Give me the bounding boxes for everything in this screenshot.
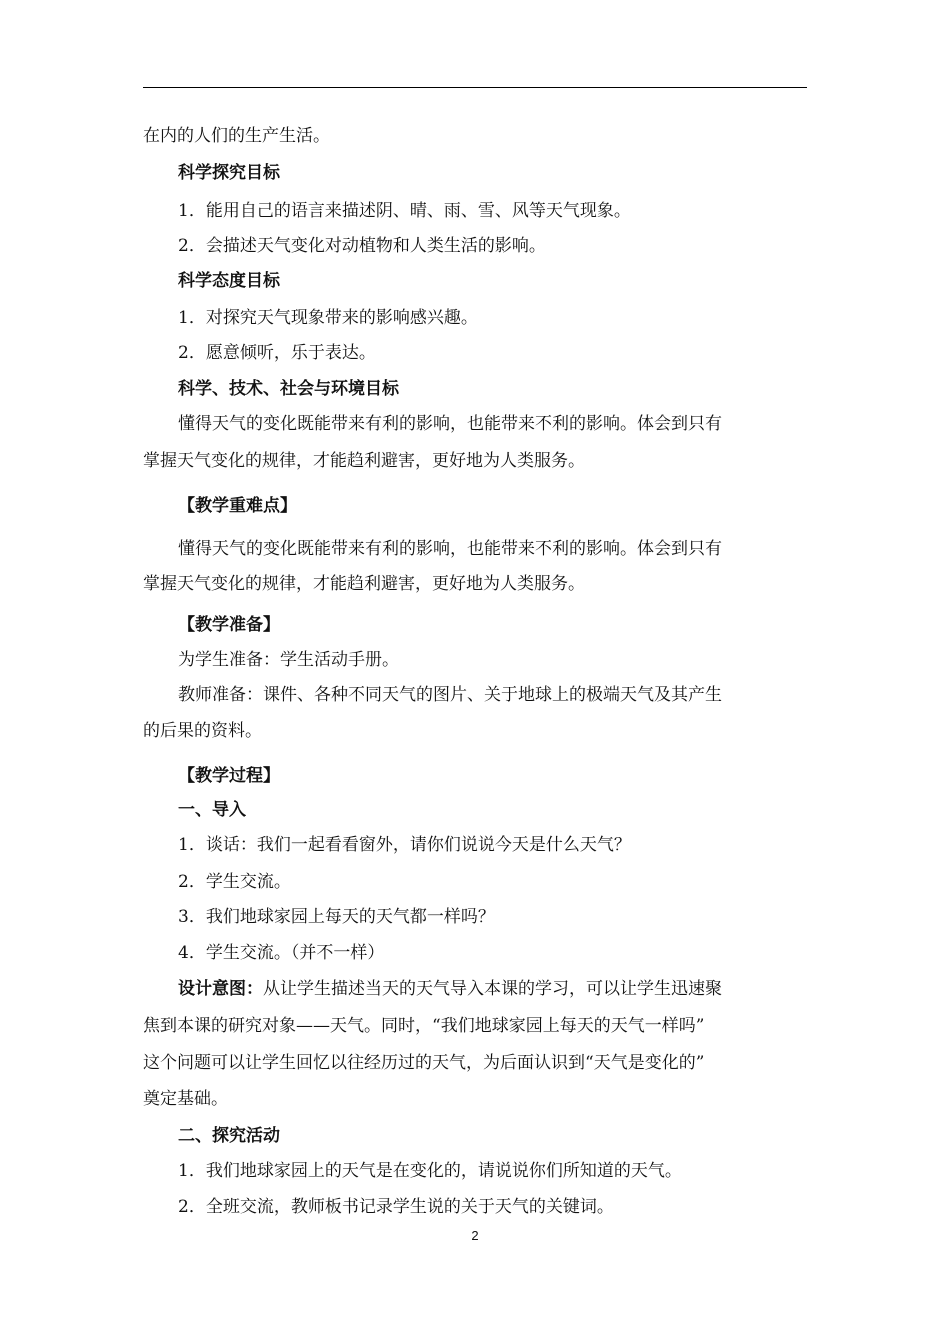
paragraph-line: 懂得天气的变化既能带来有利的影响，也能带来不利的影响。体会到只有 (178, 414, 722, 434)
list-item: 2．学生交流。 (178, 872, 291, 892)
list-item: 4．学生交流。（并不一样） (178, 943, 385, 963)
list-item: 2．会描述天气变化对动植物和人类生活的影响。 (178, 236, 546, 256)
list-item: 2．全班交流，教师板书记录学生说的关于天气的关键词。 (178, 1197, 614, 1217)
design-intent-text: 从让学生描述当天的天气导入本课的学习，可以让学生迅速聚 (263, 979, 722, 999)
list-item: 1．我们地球家园上的天气是在变化的，请说说你们所知道的天气。 (178, 1161, 682, 1181)
paragraph-line: 奠定基础。 (143, 1089, 228, 1109)
section-heading: 【教学过程】 (178, 766, 280, 786)
section-heading: 二、探究活动 (178, 1126, 280, 1146)
section-heading: 一、导入 (178, 800, 246, 820)
section-heading: 科学态度目标 (178, 271, 280, 291)
paragraph-line: 焦到本课的研究对象——天气。同时，“我们地球家园上每天的天气一样吗” (143, 1016, 705, 1036)
paragraph-line: 这个问题可以让学生回忆以往经历过的天气，为后面认识到“天气是变化的” (143, 1053, 705, 1073)
list-item: 2．愿意倾听，乐于表达。 (178, 343, 376, 363)
design-intent-line (178, 978, 722, 1000)
section-heading: 科学、技术、社会与环境目标 (178, 379, 399, 399)
paragraph-line: 教师准备：课件、各种不同天气的图片、关于地球上的极端天气及其产生 (178, 685, 722, 705)
page-number: 2 (471, 1228, 479, 1243)
list-item: 1．对探究天气现象带来的影响感兴趣。 (178, 308, 478, 328)
list-item: 3．我们地球家园上每天的天气都一样吗？ (178, 907, 495, 927)
section-heading: 【教学准备】 (178, 615, 280, 635)
header-rule (143, 87, 807, 88)
section-heading: 科学探究目标 (178, 163, 280, 183)
list-item: 1．能用自己的语言来描述阴、晴、雨、雪、风等天气现象。 (178, 201, 631, 221)
list-item: 1．谈话：我们一起看看窗外，请你们说说今天是什么天气？ (178, 835, 631, 855)
paragraph-line: 掌握天气变化的规律，才能趋利避害，更好地为人类服务。 (143, 451, 585, 471)
paragraph-line: 懂得天气的变化既能带来有利的影响，也能带来不利的影响。体会到只有 (178, 539, 722, 559)
paragraph-line: 的后果的资料。 (143, 721, 262, 741)
text-line: 在内的人们的生产生活。 (143, 126, 330, 146)
section-heading: 【教学重难点】 (178, 496, 297, 516)
paragraph-line: 为学生准备：学生活动手册。 (178, 650, 399, 670)
paragraph-line: 掌握天气变化的规律，才能趋利避害，更好地为人类服务。 (143, 574, 585, 594)
design-intent-label: 设计意图： (178, 979, 263, 999)
